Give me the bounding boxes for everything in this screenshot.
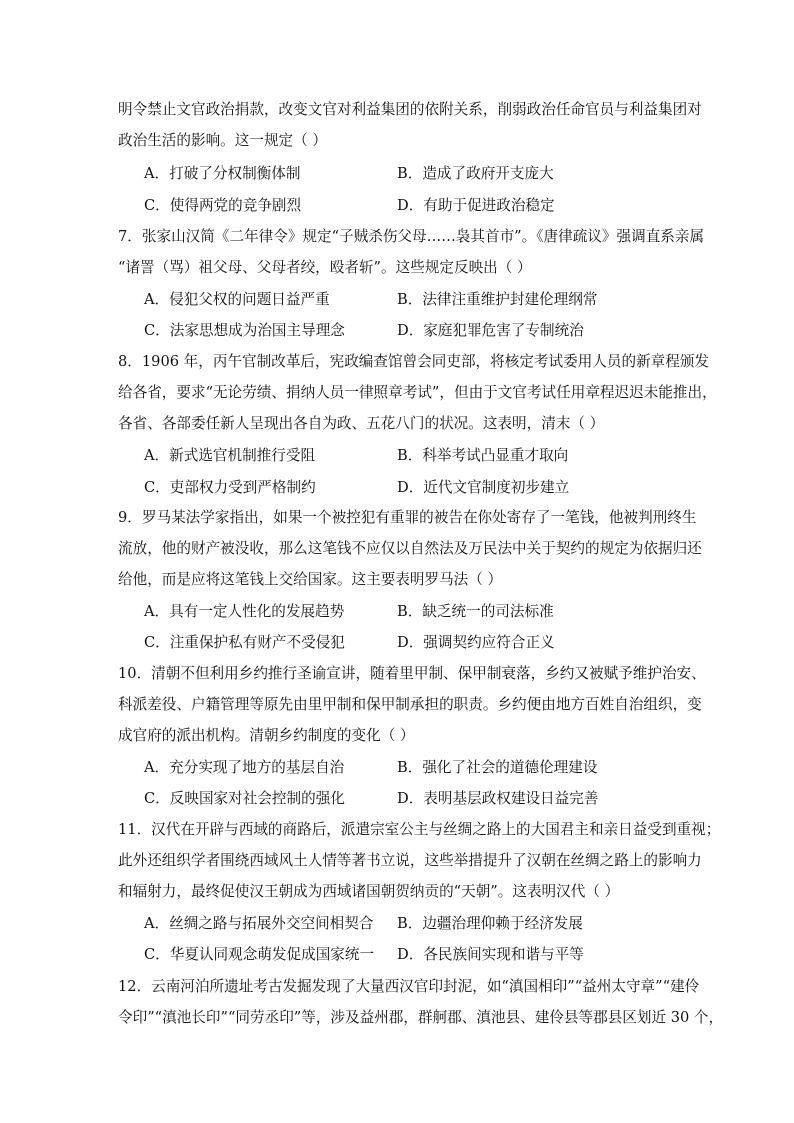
- question-text-line: 流放，他的财产被没收，那么这笔钱不应仅以自然法及万民法中关于契约的规定为依据归还: [118, 540, 702, 557]
- question-text-line: 此外还组织学者围绕西域风土人情等著书立说，这些举措提升了汉朝在丝绸之路上的影响力: [118, 852, 702, 869]
- option-c: C．反映国家对社会控制的强化: [144, 790, 345, 807]
- option-d: D．各民族间实现和谐与平等: [397, 946, 584, 963]
- option-a: A．丝绸之路与拓展外交空间相契合: [144, 915, 374, 932]
- question-text-line: 各省、各部委任新人呈现出各自为政、五花八门的状况。这表明，清末（ ）: [118, 415, 605, 432]
- option-b: B．科举考试凸显重才取向: [397, 447, 569, 464]
- question-text-line: 科派差役、户籍管理等原先由里甲制和保甲制承担的职责。乡约便由地方百姓自治组织，变: [118, 696, 702, 713]
- option-d: D．强调契约应符合正义: [397, 634, 555, 651]
- option-c: C．注重保护私有财产不受侵犯: [144, 634, 345, 651]
- question-text-line: 明令禁止文官政治捐款，改变文官对利益集团的依附关系，削弱政治任命官员与利益集团对: [118, 101, 702, 118]
- question-text-line: 给他，而是应将这笔钱上交给国家。这主要表明罗马法（ ）: [118, 571, 503, 588]
- option-b: B．缺乏统一的司法标准: [397, 603, 554, 620]
- option-d: D．有助于促进政治稳定: [397, 197, 555, 214]
- question-text-line: 9．罗马某法学家指出，如果一个被控犯有重罪的被告在你处寄存了一笔钱，他被判刑终生: [118, 509, 697, 526]
- option-c: C．使得两党的竞争剧烈: [144, 197, 302, 214]
- option-a: A．打破了分权制衡体制: [144, 165, 301, 182]
- option-d: D．近代文官制度初步建立: [397, 479, 570, 496]
- option-a: A．具有一定人性化的发展趋势: [144, 603, 345, 620]
- question-text-line: 8．1906 年，丙午官制改革后，宪政编查馆曾会同吏部，将核定考试委用人员的新章程颁发: [118, 353, 710, 370]
- option-a: A．充分实现了地方的基层自治: [144, 759, 345, 776]
- question-text-line: 令印”“滇池长印”“同劳丞印”等，涉及益州郡，群舸郡、滇池县、建伶县等郡县区划近 30 个，: [118, 1009, 724, 1026]
- option-a: A．侵犯父权的问题日益严重: [144, 291, 330, 308]
- question-text-line: 成官府的派出机构。清朝乡约制度的变化（ ）: [118, 727, 415, 744]
- option-b: B．造成了政府开支庞大: [397, 165, 554, 182]
- option-c: C．吏部权力受到严格制约: [144, 479, 316, 496]
- question-text-line: “诸詈（骂）祖父母、父母者绞，殴者斩”。这些规定反映出（ ）: [118, 259, 532, 276]
- question-text-line: 政治生活的影响。这一规定（ ）: [118, 132, 327, 149]
- option-c: C．华夏认同观念萌发促成国家统一: [144, 946, 375, 963]
- option-a: A．新式选官机制推行受阻: [144, 447, 316, 464]
- option-c: C．法家思想成为治国主导理念: [144, 322, 345, 339]
- question-text-line: 12．云南河泊所遗址考古发掘发现了大量西汉官印封泥，如“滇国相印”“益州太守章”“建伶: [118, 978, 700, 995]
- option-b: B．法律注重维护封建伦理纲常: [397, 291, 598, 308]
- question-text-line: 给各省，要求“无论劳绩、捐纳人员一律照章考试”，但由于文官考试任用章程迟迟未能推出，: [118, 384, 717, 401]
- question-text-line: 和辐射力，最终促使汉王朝成为西域诸国朝贺纳贡的“天朝”。这表明汉代（ ）: [118, 883, 620, 900]
- question-text-line: 11．汉代在开辟与西域的商路后，派遣宗室公主与丝绸之路上的大国君主和亲日益受到重视；: [118, 821, 721, 838]
- option-d: D．家庭犯罪危害了专制统治: [397, 322, 584, 339]
- option-b: B．边疆治理仰赖于经济发展: [397, 915, 583, 932]
- option-d: D．表明基层政权建设日益完善: [397, 790, 599, 807]
- question-text-line: 10．清朝不但利用乡约推行圣谕宣讲，随着里甲制、保甲制衰落，乡约又被赋予维护治安、: [118, 665, 706, 682]
- option-b: B．强化了社会的道德伦理建设: [397, 759, 598, 776]
- question-text-line: 7．张家山汉简《二年律令》规定“子贼杀伤父母……袅其首市”。《唐律疏议》强调直系亲属: [118, 228, 705, 245]
